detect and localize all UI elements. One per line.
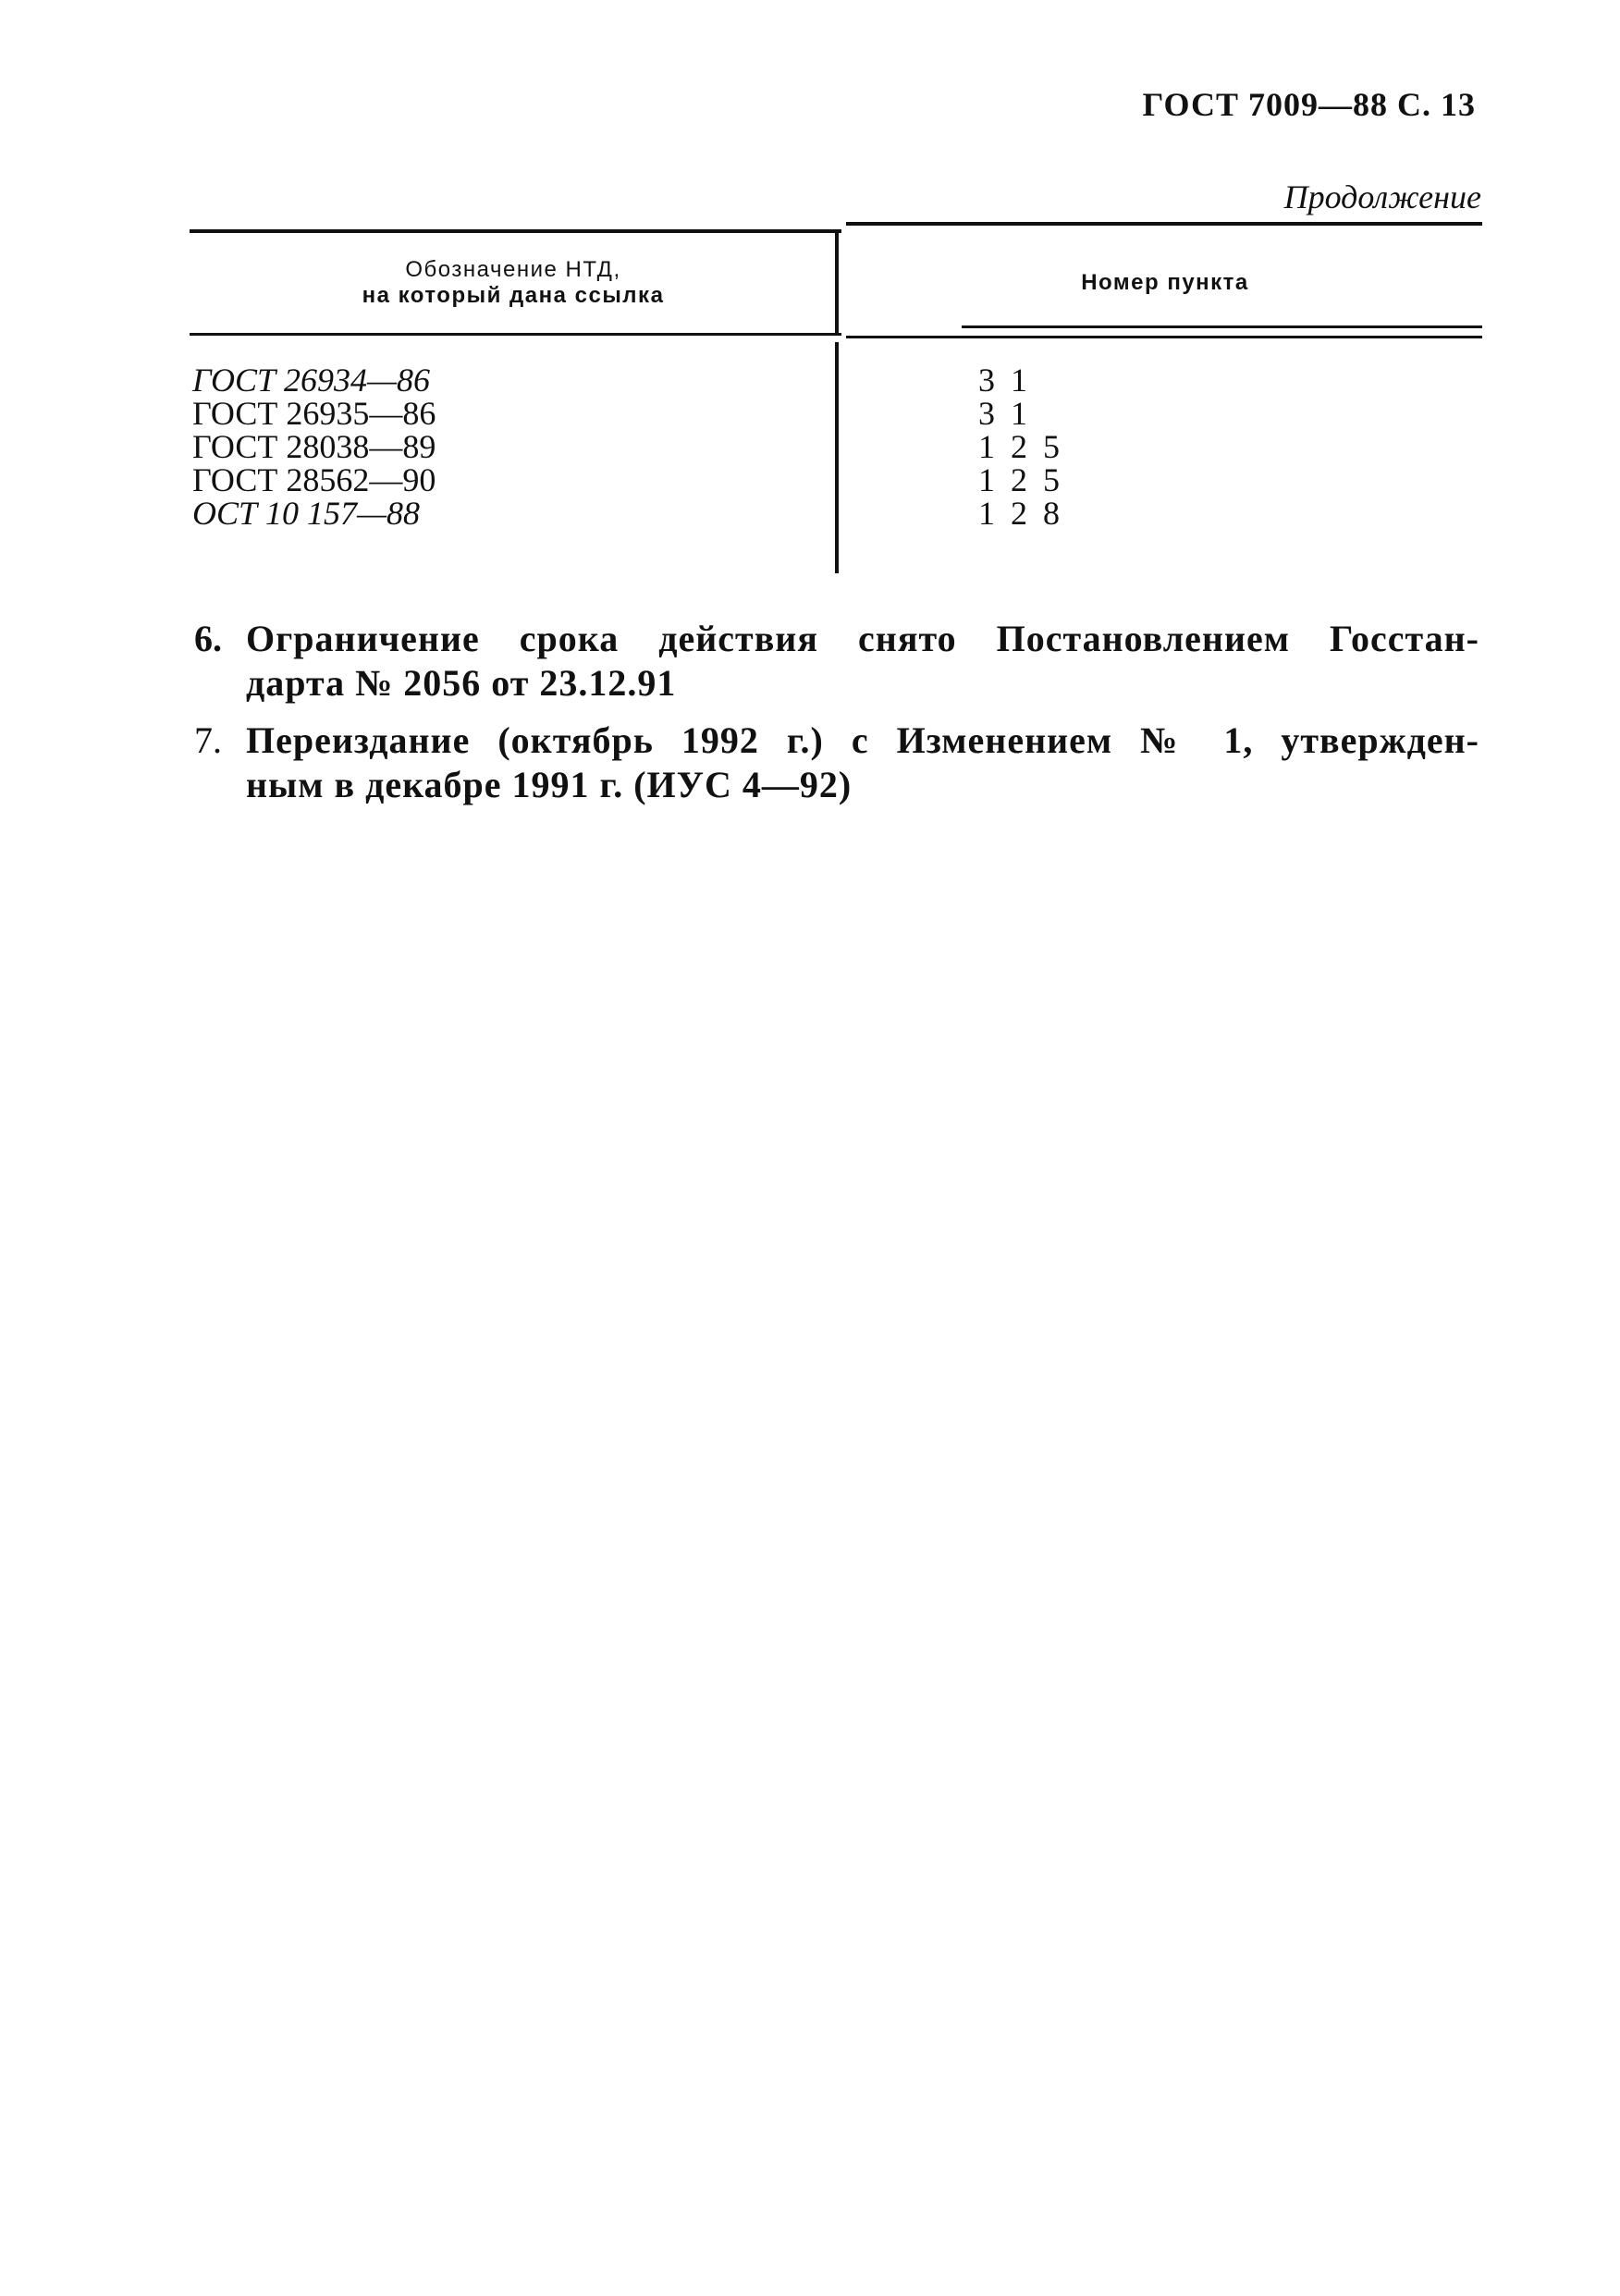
table-row-ref: ОСТ 10 157—88 xyxy=(192,495,421,532)
note-line: ным в декабре 1991 г. (ИУС 4—92) xyxy=(246,764,853,805)
table-row-clause: 3 1 xyxy=(978,395,1031,432)
note-item xyxy=(194,617,1479,706)
note-line: дарта № 2056 от 23.12.91 xyxy=(246,662,677,704)
page-header: ГОСТ 7009—88 С. 13 xyxy=(1142,86,1476,123)
table-top-rule-left xyxy=(190,229,841,233)
note-item xyxy=(194,718,1479,807)
continuation-label: Продолжение xyxy=(1283,178,1481,215)
note-line: Ограничение срока действия снято Постановлением Госстан- xyxy=(246,618,1479,659)
column-divider-lower xyxy=(835,342,839,573)
header-bottom-rule-right xyxy=(962,325,1482,328)
table-row-clause: 1 2 5 xyxy=(978,461,1063,498)
header-bottom-rule-right-2 xyxy=(846,336,1482,338)
table-row-clause: 3 1 xyxy=(978,362,1031,399)
note-number: 6. xyxy=(194,618,222,659)
table-row-clause: 1 2 8 xyxy=(978,495,1063,532)
column-header-reference-line1: Обозначение НТД, xyxy=(405,257,621,282)
note-number: 7. xyxy=(194,719,222,761)
clause-column xyxy=(978,363,1063,530)
note-text xyxy=(246,617,1479,706)
table-top-rule-right xyxy=(846,222,1482,226)
column-header-reference-line2: на который дана ссылка xyxy=(362,283,665,308)
column-header-clause: Номер пункта xyxy=(1081,270,1249,295)
table-row-ref: ГОСТ 28562—90 xyxy=(192,461,436,498)
column-divider-upper xyxy=(835,231,839,333)
note-text xyxy=(246,718,1479,807)
table-row-ref: ГОСТ 26934—86 xyxy=(192,362,431,399)
reference-column xyxy=(192,363,436,530)
table-row-ref: ГОСТ 28038—89 xyxy=(192,428,436,465)
header-bottom-rule-left xyxy=(190,333,841,336)
notes-section xyxy=(194,617,1479,820)
column-header-reference xyxy=(194,257,832,309)
table-row-ref: ГОСТ 26935—86 xyxy=(192,395,436,432)
note-line: Переиздание (октябрь 1992 г.) с Изменением № 1, утвержден- xyxy=(246,719,1479,761)
table-row-clause: 1 2 5 xyxy=(978,428,1063,465)
